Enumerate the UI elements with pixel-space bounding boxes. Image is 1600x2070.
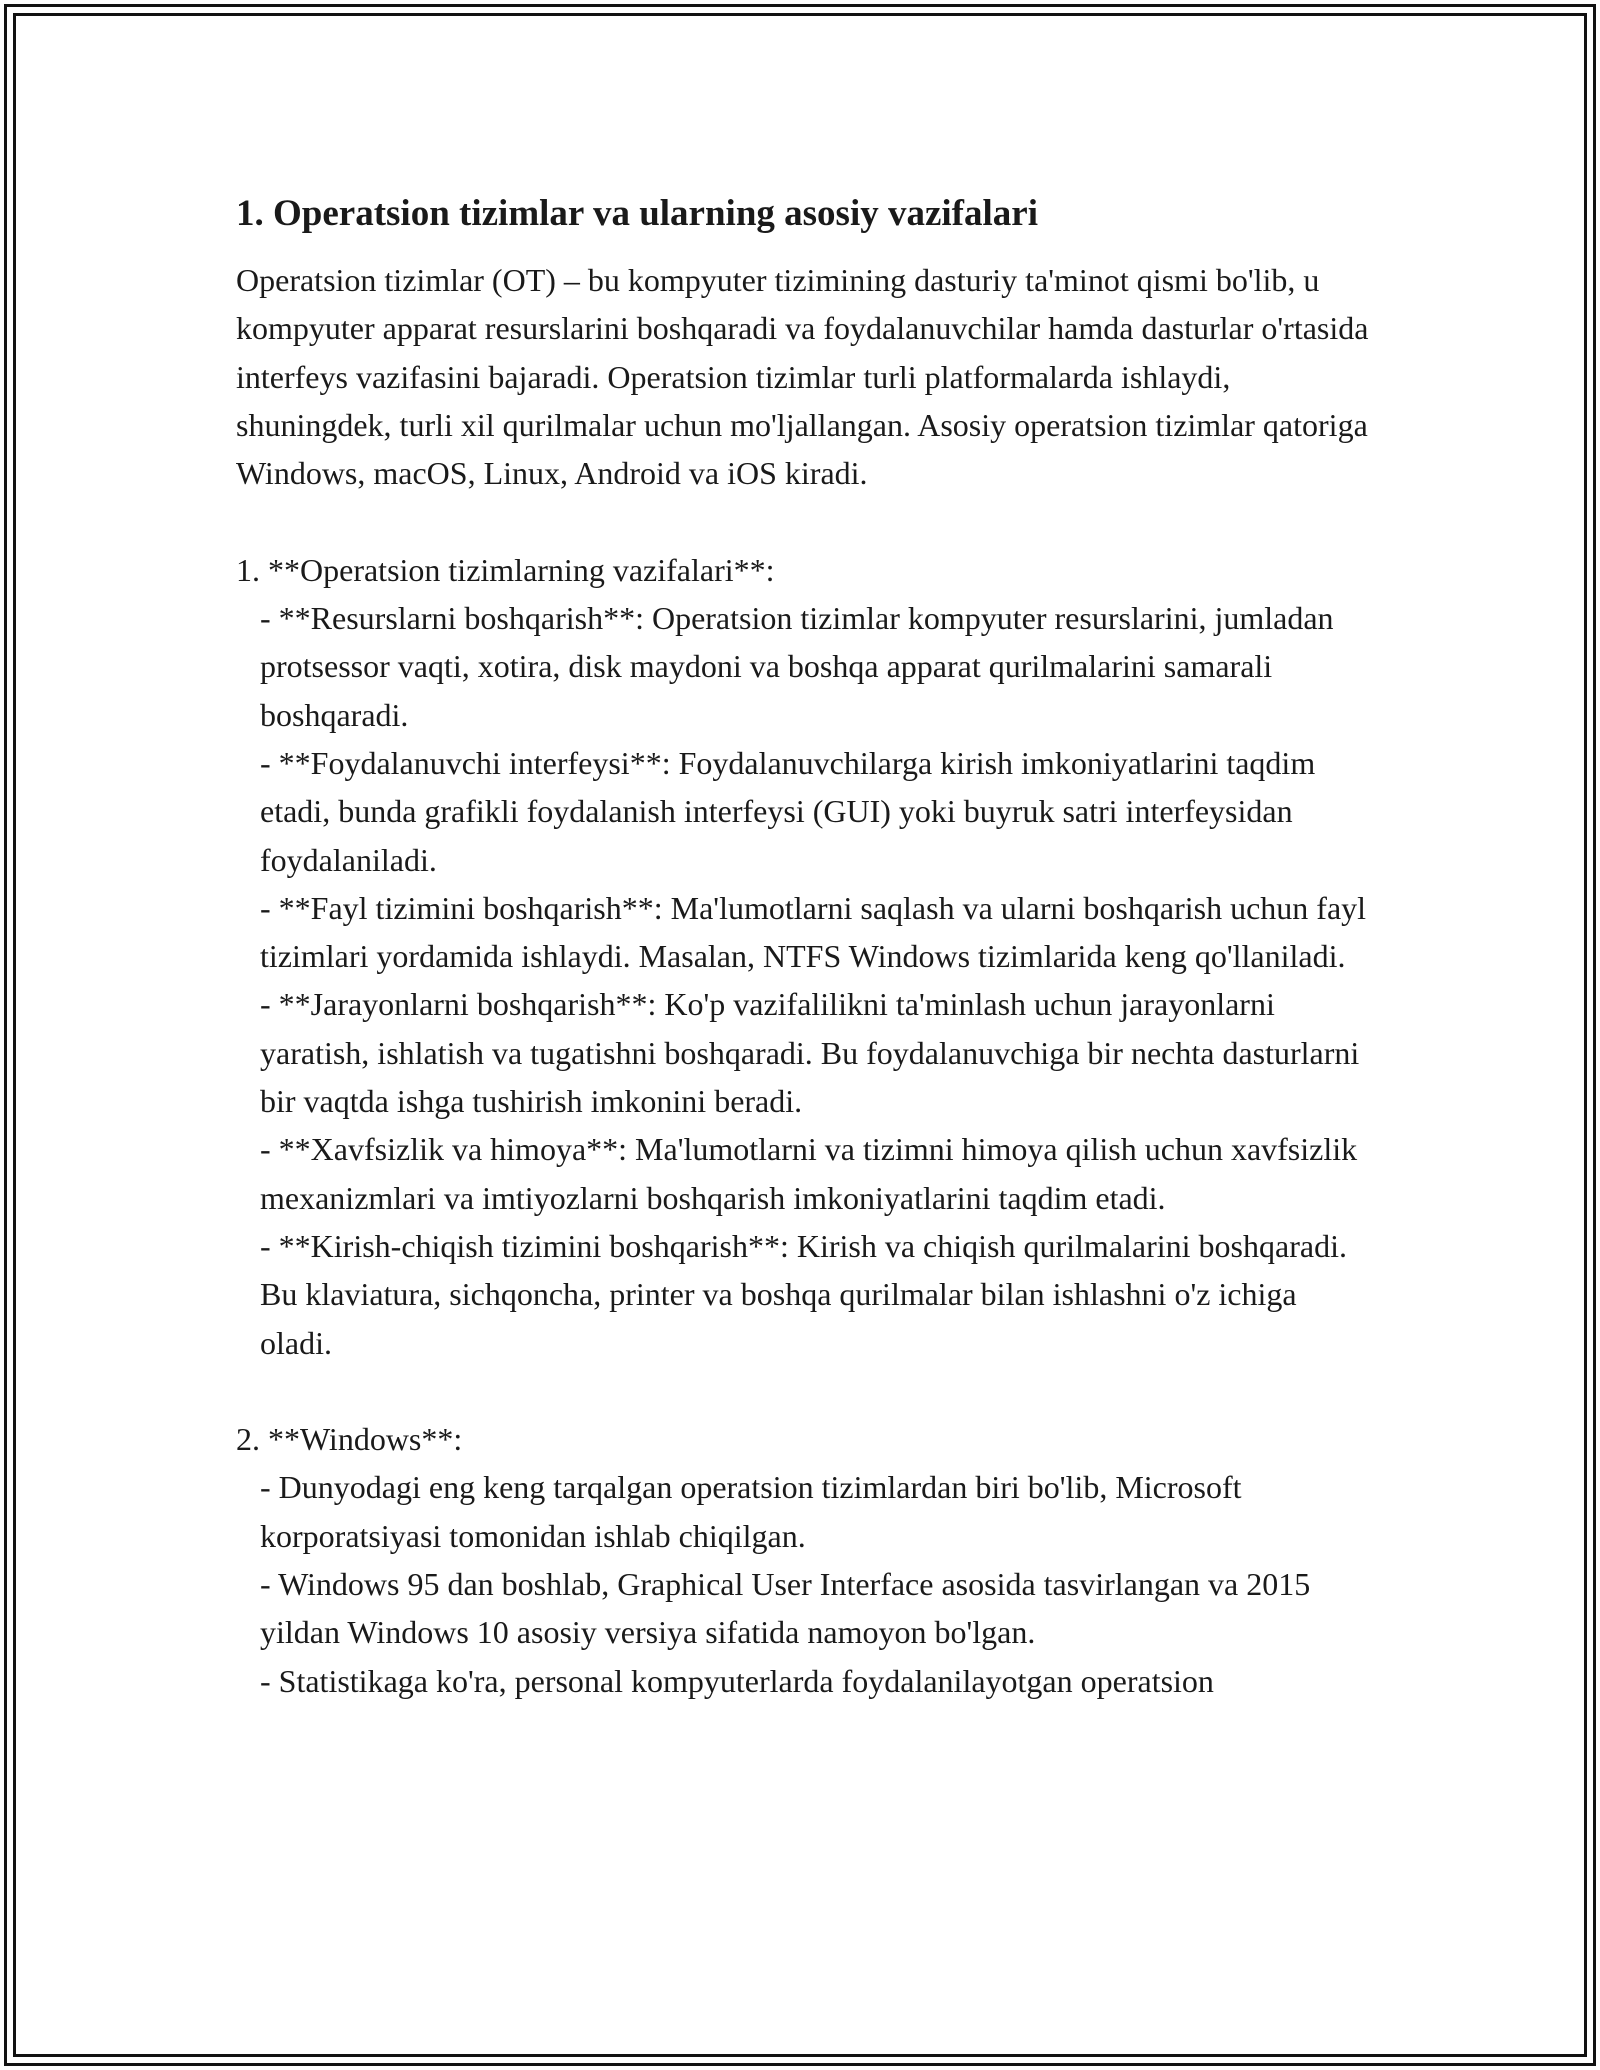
section1-item-file-system: - **Fayl tizimini boshqarish**: Ma'lumotlarni saqlash va ularni boshqarish uchun fayl tizimlari yordamida ishlaydi. Masalan, NTFS Windows tizimlarida keng qo'llaniladi.	[260, 889, 1375, 975]
section1-item-user-interface: - **Foydalanuvchi interfeysi**: Foydalanuvchilarga kirish imkoniyatlarini taqdim etadi, bunda grafikli foydalanish interfeysi (GUI) yoki buyruk satri interfeysidan foydalaniladi.	[260, 744, 1324, 878]
paragraph-spacer	[236, 1367, 1376, 1415]
section1-title: 1. **Operatsion tizimlarning vazifalari**:	[236, 551, 775, 588]
section1-item-security: - **Xavfsizlik va himoya**: Ma'lumotlarni va tizimni himoya qilish uchun xavfsizlik mexanizmlari va imtiyozlarni boshqarish imkoniyatlarini taqdim etadi.	[260, 1131, 1366, 1216]
section1-item-io: - **Kirish-chiqish tizimini boshqarish**: Kirish va chiqish qurilmalarini boshqaradi. Bu klaviatura, sichqoncha, printer va boshqa qurilmalar bilan ishlashni o'z ichiga oladi.	[260, 1227, 1355, 1361]
intro-paragraph: Operatsion tizimlar (OT) – bu kompyuter tizimining dasturiy ta'minot qismi bo'lib, u kompyuter apparat resurslarini boshqaradi va foydalanuvchilar hamda dasturlar o'rtasida interfeys vazifasini bajaradi. Operatsion tizimlar turli platformalarda ishlaydi, shuningdek, turli xil qurilmalar uchun mo'ljallangan. Asosiy operatsion tizimlar qatoriga Windows, macOS, Linux, Android va iOS kiradi.	[236, 262, 1377, 492]
section2-item-statistics: - Statistikaga ko'ra, personal kompyuterlarda foydalanilayotgan operatsion	[260, 1662, 1214, 1699]
section2-title: 2. **Windows**:	[236, 1421, 463, 1458]
section1-item-processes: - **Jarayonlarni boshqarish**: Ko'p vazifalilikni ta'minlash uchun jarayonlarni yaratish, ishlatish va tugatishni boshqaradi. Bu foydalanuvchiga bir nechta dasturlarni bir vaqtda ishga tushirish imkonini beradi.	[260, 986, 1368, 1120]
document-heading: 1. Operatsion tizimlar va ularning asosiy vazifalari	[236, 193, 1038, 234]
section1-item-resources: - **Resurslarni boshqarish**: Operatsion tizimlar kompyuter resurslarini, jumladan protsessor vaqti, xotira, disk maydoni va boshqa apparat qurilmalarini samarali boshqaradi.	[260, 600, 1342, 733]
paragraph-spacer	[236, 497, 1376, 545]
document-body	[236, 190, 1376, 1705]
section2-item-history: - Windows 95 dan boshlab, Graphical User Interface asosida tasvirlangan va 2015 yildan Windows 10 asosiy versiya sifatida namoyon bo'lgan.	[260, 1566, 1319, 1651]
section2-item-popularity: - Dunyodagi eng keng tarqalgan operatsion tizimlardan biri bo'lib, Microsoft korporatsiyasi tomonidan ishlab chiqilgan.	[260, 1469, 1250, 1554]
